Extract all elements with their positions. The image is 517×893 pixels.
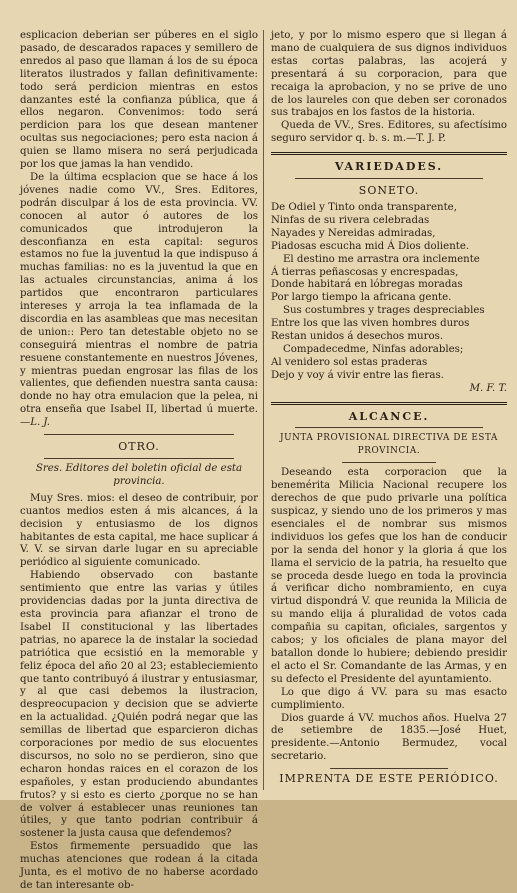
- poem-line: El destino me arrastra ora inclemente: [283, 253, 480, 265]
- poem-line: Nayades y Nereidas admiradas,: [271, 227, 436, 239]
- left-paragraph-5: Estos firmemente persuadido que las muchas atenciones que rodean á la citada Junta, es el motivo de no haberse acordado de tan interesante ob-: [20, 841, 258, 891]
- divider: [271, 152, 507, 155]
- divider: [44, 458, 234, 459]
- junta-heading: JUNTA PROVISIONAL DIRECTIVA DE ESTA PROVINCIA.: [279, 433, 498, 457]
- poem-line: Al venidero sol estas praderas: [271, 356, 428, 368]
- poem-line: Dejo y voy á vivir entre las fieras.: [271, 369, 444, 381]
- divider: [330, 768, 448, 769]
- soneto-heading: SONETO.: [358, 184, 420, 198]
- imprint-line: IMPRENTA DE ESTE PERIÓDICO.: [279, 772, 499, 786]
- left-paragraph-4: Habiendo observado con bastante sentimiento que entre las varias y útiles providencias dadas por la junta directiva de esta provincia para afianzar el trono de Isabel II constitucional y las libertades patrias, no aparece la de instalar la sociedad patriótica que ecsistió en la memorable y feliz época del año 20 al 23; estableciemiento que tanto contribuyó á ilustrar y entusiasmar, y al que casi debemos la ilustracion, despreocupacion y decision que se advierte en la actualidad. ¿Quién podrá negar que las semillas de libertad que esparcieron dichas corporaciones por medio de sus elocuentes discursos, no solo no se perdieron, sino que echaron hondas raices en el corazon de los españoles, y estan produciendo abundantes frutos? y si esto es cierto ¿porque no se han de volver á establecer unas reuniones tan útiles, y que tanto podrian contribuir á sostener la justa causa que defendemos?: [20, 570, 258, 840]
- divider: [271, 402, 507, 405]
- divider: [295, 178, 484, 179]
- poem-line: Entre los que las viven hombres duros: [271, 318, 470, 330]
- poem-signature: M. F. T.: [469, 382, 507, 394]
- poem-line: Compadecedme, Ninfas adorables;: [283, 343, 464, 355]
- left-column: [20, 30, 258, 891]
- poem-line: De Odiel y Tinto onda transparente,: [271, 201, 457, 213]
- column-divider: [263, 30, 264, 790]
- poem-line: Á tierras peñascosas y encrespadas,: [271, 266, 459, 278]
- alcance-heading: ALCANCE.: [348, 409, 430, 423]
- poem-line: Restan unidos á desechos muros.: [271, 331, 444, 343]
- left-paragraph-2-text: De la última ecsplacion que se hace á los jóvenes nadie como VV., Sres. Editores, podrán disculpar á los de esta provincia. VV. conocen al autor ó autores de los comunicados que introdujeron la desconfianza en esta capital: seguros estamos no fue la juventud la que indispuso á muchas familias: no es la juventud la que en las actuales circunstancias, anima á los partidos que encontraron particulares intereses y arroja la tea inflamada de la discordia en las asambleas que mas necesitan de union:: Pero tan detestable objeto no se conseguirá mientras el nombre de patria resuene constantemente en nuestros Jóvenes, y mientras puedan engrosar las filas de los valientes, que defienden nuestra santa causa: donde no hay otra emulacion que la pelea, ni otra enseña que Isabel II, libertad ú muerte.: [20, 171, 258, 416]
- otro-heading: OTRO.: [118, 440, 160, 454]
- address-line: Sres. Editores del boletin oficial de esta provincia.: [35, 463, 243, 487]
- variedades-heading: VARIEDADES.: [334, 160, 444, 174]
- left-paragraph-2: [20, 172, 258, 430]
- poem-line: Piadosas escucha mid Á Dios doliente.: [271, 240, 470, 252]
- poem-line: Ninfas de su rivera celebradas: [271, 214, 430, 226]
- left-paragraph-3: Muy Sres. mios: el deseo de contribuir, por cuantos medios esten á mis alcances, á la decision y entusiasmo de los dignos habitantes de esta capital, me hace suplicar á V. V. se sirvan darle lugar en su apreciable periódico al siguiente comunicado.: [20, 492, 258, 569]
- poem-line: Sus costumbres y trages despreciables: [283, 305, 485, 317]
- right-paragraph-3: Deseando esta corporacion que la benemérita Milicia Nacional recupere los derechos de que pudo privarle una política suspicaz, y siendo uno de los primeros y mas esenciales el de nombrar sus mismos individuos los gefes que los han de conducir por la senda del honor y la gloria á que los llama el servicio de la patria, ha resuelto que se proceda desde luego en toda la provincia á verificar dicho nombramiento, en cuya virtud dispondrá V. que reunida la Milicia de su mando elija á pluralidad de votos cada compañia su capitan, oficiales, sargentos y cabos; y los oficiales de plana mayor del batallon donde lo hubiere; debiendo presidir el acto el Sr. Comandante de las Armas, y en su defecto el Presidente del ayuntamiento.: [271, 467, 507, 685]
- divider: [44, 434, 234, 435]
- left-paragraph-2-signature: —L. J.: [20, 417, 50, 429]
- right-paragraph-4: Lo que digo á VV. para su mas esacto cumplimiento.: [271, 686, 507, 711]
- right-paragraph-1: jeto, y por lo mismo espero que si llegan á mano de cualquiera de sus dignos individuos estas cortas palabras, las acojerá y presentará á su corporacion, para que recaiga la aprobacion, y no se prive de uno de los laureles con que deben ser coronados sus trabajos en los fastos de la historia.: [271, 30, 507, 119]
- poem-line: Por largo tiempo la africana gente.: [271, 292, 452, 304]
- divider: [295, 427, 484, 428]
- sonnet: [271, 202, 507, 396]
- left-paragraph-1: esplicacion deberian ser púberes en el siglo pasado, de descarados rapaces y semillero de enredos al paso que llaman á los de su época literatos ilustrados y fallan definitivamente: todo será perdicion mientras en estos danzantes esté la confianza pública, que á ellos negaron. Convenimos: todo será perdicion para los que desean mantener ocultas sus negociaciones; pero esta nacion á quien se llamo misera no será perjudicada por los que jamas la han vendido.: [20, 30, 258, 171]
- right-paragraph-5: Dios guarde á VV. muchos años. Huelva 27 de setiembre de 1835.—José Huet, presidente.—Antonio Bermudez, vocal secretario.: [271, 712, 507, 763]
- right-column: [271, 30, 507, 794]
- poem-line: Donde habitará en lóbregas moradas: [271, 279, 463, 291]
- divider: [342, 462, 436, 463]
- right-paragraph-2: Queda de VV., Sres. Editores, su afectísimo seguro servidor q. b. s. m.—T. J. P.: [271, 120, 507, 145]
